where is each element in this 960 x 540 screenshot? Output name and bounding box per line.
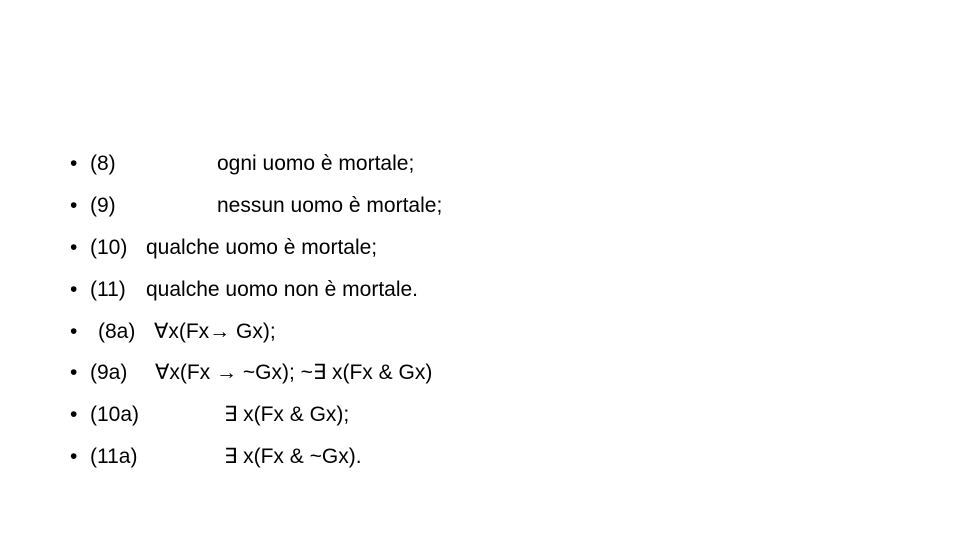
bullet-icon: • (70, 445, 78, 469)
formula-text: ∀x(Fx → ~Gx); ~∃ x(Fx & Gx) (155, 361, 433, 385)
item-text: nessun uomo è mortale; (217, 193, 443, 217)
item-number: (10) (90, 235, 128, 259)
item-number: (11) (90, 277, 126, 301)
item-number: (8a) (98, 319, 136, 343)
bullet-icon: • (70, 277, 78, 301)
item-text: qualche uomo non è mortale. (146, 277, 419, 301)
bullet-icon: • (70, 403, 78, 427)
bullet-icon: • (70, 361, 78, 385)
item-number: (9) (90, 193, 116, 217)
item-number: (9a) (90, 361, 128, 385)
item-number: (8) (90, 152, 116, 175)
item-text: qualche uomo è mortale; (146, 235, 378, 259)
item-number: (11a) (90, 445, 138, 469)
formula-text: ∃ x(Fx & Gx); (224, 403, 350, 427)
item-text: ogni uomo è mortale; (217, 152, 415, 175)
bullet-icon: • (70, 235, 78, 259)
bullet-icon: • (70, 152, 78, 175)
item-number: (10a) (90, 403, 140, 427)
formula-text: ∃ x(Fx & ~Gx). (224, 445, 362, 469)
bullet-icon: • (70, 319, 78, 343)
formula-text: ∀x(Fx→ Gx); (154, 319, 276, 343)
bullet-icon: • (70, 193, 78, 217)
